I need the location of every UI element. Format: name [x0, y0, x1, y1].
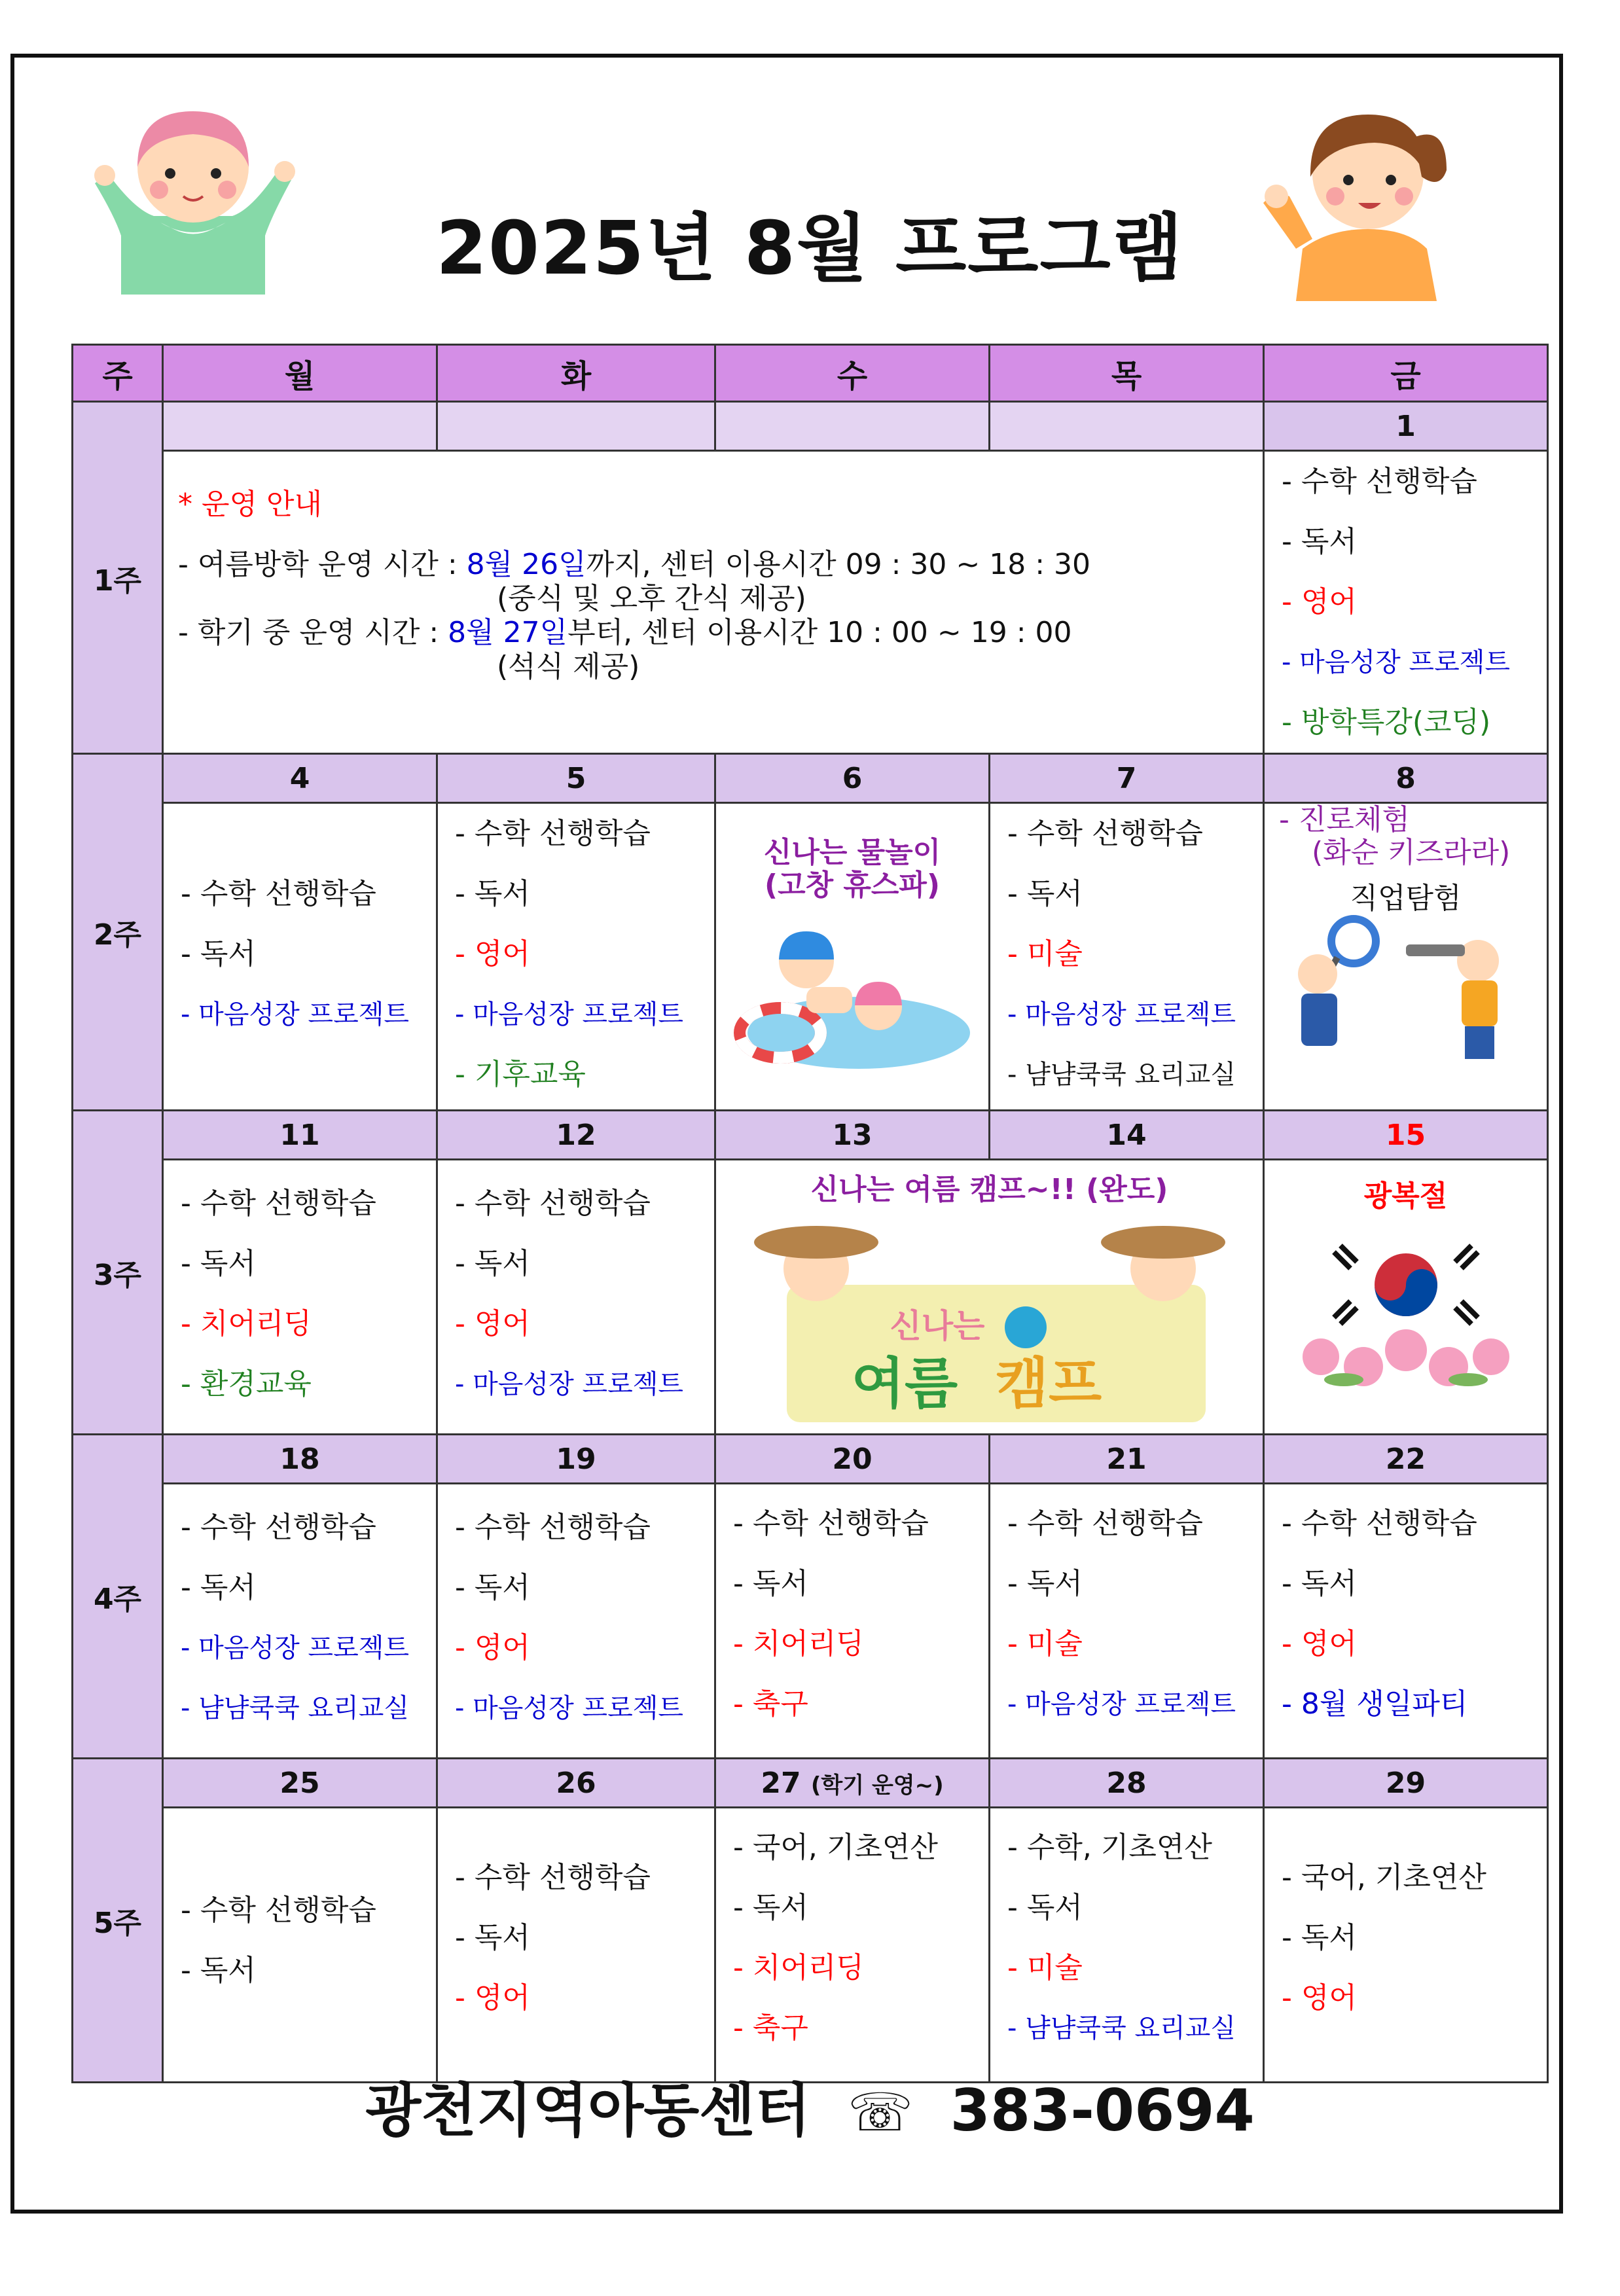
phone-icon: ☏ — [847, 2082, 913, 2143]
day-cell — [437, 1160, 715, 1435]
week-label: 4주 — [73, 1435, 163, 1759]
summer-camp-illustration — [741, 1213, 1238, 1429]
notice-text: - 여름방학 운영 시간 : — [178, 548, 467, 581]
program-item: - 수학 선행학습 — [455, 1187, 651, 1220]
program-item: - 치어리딩 — [181, 1307, 312, 1340]
date-cell: 11 — [163, 1111, 437, 1160]
program-item: - 국어, 기초연산 — [733, 1831, 938, 1864]
date-cell: 22 — [1264, 1435, 1548, 1484]
date-cell — [163, 402, 437, 451]
program-item: - 수학 선행학습 — [1007, 817, 1203, 850]
date-cell: 28 — [990, 1759, 1264, 1808]
header-mon: 월 — [163, 345, 437, 402]
program-item: - 영어 — [455, 1307, 530, 1340]
date-cell-semester-start — [715, 1759, 990, 1808]
date-cell: 29 — [1264, 1759, 1548, 1808]
date-number: 27 — [761, 1766, 801, 1800]
program-item: - 수학 선행학습 — [455, 817, 651, 850]
program-item: - 냠냠쿡쿡 요리교실 — [1007, 2013, 1236, 2043]
program-item: - 마음성장 프로젝트 — [1007, 999, 1236, 1030]
week3-date-row — [73, 1111, 1548, 1160]
event-cell-liberation-day — [1264, 1160, 1548, 1435]
program-item: - 방학특강(코딩) — [1282, 706, 1491, 739]
date-cell: 14 — [990, 1111, 1264, 1160]
week5-content-row — [73, 1808, 1548, 2083]
program-item: - 축구 — [733, 1687, 808, 1721]
program-item: - 수학 선행학습 — [181, 1893, 376, 1927]
program-item: - 영어 — [455, 937, 530, 971]
program-item: - 수학 선행학습 — [1282, 1507, 1477, 1540]
program-item: - 마음성장 프로젝트 — [181, 1633, 409, 1663]
notice-sub: (중식 및 오후 간식 제공) — [497, 582, 806, 615]
notice-text: 까지, 센터 이용시간 09 : 30 ~ 18 : 30 — [586, 548, 1091, 581]
week-label: 2주 — [73, 754, 163, 1111]
career-exploration-illustration — [1282, 915, 1530, 1072]
program-item: - 8월 생일파티 — [1282, 1687, 1468, 1721]
date-cell — [437, 402, 715, 451]
program-item: - 수학 선행학습 — [1007, 1507, 1203, 1540]
program-item: - 독서 — [1282, 1567, 1357, 1600]
program-item: - 마음성장 프로젝트 — [181, 999, 409, 1030]
day-cell — [163, 1808, 437, 2083]
event-title: - 진로체험 — [1279, 803, 1410, 836]
date-cell: 6 — [715, 754, 990, 803]
date-cell: 7 — [990, 754, 1264, 803]
program-item: - 독서 — [181, 1247, 256, 1280]
program-item: - 미술 — [1007, 1627, 1083, 1660]
table-header-row — [73, 345, 1548, 402]
monthly-schedule-table — [71, 344, 1549, 2083]
program-item: - 독서 — [1282, 1921, 1357, 1954]
program-item: - 독서 — [455, 877, 530, 910]
phone-number: 383-0694 — [950, 2077, 1255, 2144]
week-label: 1주 — [73, 402, 163, 754]
camp-image-text-a: 여름 — [851, 1352, 958, 1416]
program-item: - 국어, 기초연산 — [1282, 1861, 1486, 1894]
program-item: - 마음성장 프로젝트 — [455, 1369, 683, 1399]
day-cell — [715, 1484, 990, 1759]
day-cell — [1264, 451, 1548, 754]
program-item: - 수학 선행학습 — [181, 1511, 376, 1544]
day-cell — [437, 1808, 715, 2083]
day-cell — [715, 1808, 990, 2083]
program-item: - 독서 — [733, 1891, 808, 1924]
camp-image-text-top: 신나는 — [890, 1307, 984, 1345]
program-item: - 미술 — [1007, 1951, 1083, 1984]
program-item: - 영어 — [1282, 585, 1357, 619]
header-wed: 수 — [715, 345, 990, 402]
day-cell — [1264, 1484, 1548, 1759]
notice-line-vacation — [178, 548, 1263, 582]
date-cell: 4 — [163, 754, 437, 803]
notice-date: 8월 26일 — [466, 548, 586, 581]
notice-text: 부터, 센터 이용시간 10 : 00 ~ 19 : 00 — [567, 616, 1072, 649]
event-subtitle: (고창 휴스파) — [764, 869, 941, 902]
program-item: - 독서 — [455, 1247, 530, 1280]
date-cell: 19 — [437, 1435, 715, 1484]
day-cell — [437, 803, 715, 1111]
footer-contact — [0, 2065, 1620, 2147]
program-item: - 독서 — [455, 1571, 530, 1604]
week-label: 3주 — [73, 1111, 163, 1435]
date-cell: 20 — [715, 1435, 990, 1484]
program-item: - 수학, 기초연산 — [1007, 1831, 1212, 1864]
program-item: - 영어 — [1282, 1627, 1357, 1660]
date-cell: 5 — [437, 754, 715, 803]
program-item: - 축구 — [733, 2011, 808, 2045]
event-subtitle: (화순 키즈라라) — [1312, 836, 1511, 869]
program-item: - 독서 — [1282, 525, 1357, 558]
program-item: - 영어 — [455, 1981, 530, 2015]
center-name: 광천지역아동센터 — [365, 2077, 811, 2144]
date-cell: 26 — [437, 1759, 715, 1808]
program-item: - 수학 선행학습 — [181, 877, 376, 910]
header-thu: 목 — [990, 345, 1264, 402]
program-item: - 독서 — [733, 1567, 808, 1600]
program-item: - 냠냠쿡쿡 요리교실 — [181, 1693, 409, 1723]
week4-date-row — [73, 1435, 1548, 1484]
program-item: - 독서 — [181, 1571, 256, 1604]
day-cell — [990, 1484, 1264, 1759]
day-cell — [163, 1484, 437, 1759]
header-tue: 화 — [437, 345, 715, 402]
notice-heading: * 운영 안내 — [178, 488, 322, 521]
notice-date: 8월 27일 — [448, 616, 568, 649]
week2-date-row — [73, 754, 1548, 803]
program-item: - 미술 — [1007, 937, 1083, 971]
date-cell: 12 — [437, 1111, 715, 1160]
date-cell — [715, 402, 990, 451]
date-cell: 1 — [1264, 402, 1548, 451]
program-item: - 치어리딩 — [733, 1951, 864, 1984]
day-cell — [437, 1484, 715, 1759]
program-item: - 독서 — [181, 937, 256, 971]
program-item: - 마음성장 프로젝트 — [1282, 647, 1510, 677]
day-cell — [163, 803, 437, 1111]
date-cell — [990, 402, 1264, 451]
water-play-illustration — [728, 908, 977, 1079]
header-fri: 금 — [1264, 345, 1548, 402]
program-item: - 수학 선행학습 — [1282, 465, 1477, 498]
program-item: - 독서 — [455, 1921, 530, 1954]
program-item: - 독서 — [1007, 877, 1083, 910]
program-item: - 영어 — [455, 1631, 530, 1664]
program-item: - 영어 — [1282, 1981, 1357, 2015]
program-item: - 독서 — [181, 1954, 256, 1987]
notice-sub: (석식 제공) — [497, 650, 640, 683]
program-item: - 치어리딩 — [733, 1627, 864, 1660]
event-cell-water-play — [715, 803, 990, 1111]
week1-content-row — [73, 451, 1548, 754]
notice-line-semester — [178, 616, 1263, 650]
date-cell: 8 — [1264, 754, 1548, 803]
date-cell: 21 — [990, 1435, 1264, 1484]
date-cell: 25 — [163, 1759, 437, 1808]
week4-content-row — [73, 1484, 1548, 1759]
semester-start-note: (학기 운영~) — [810, 1772, 944, 1799]
event-cell-career — [1264, 803, 1548, 1111]
program-item: - 기후교육 — [455, 1058, 586, 1091]
week3-content-row — [73, 1160, 1548, 1435]
date-cell-holiday: 15 — [1264, 1111, 1548, 1160]
camp-image-text-b: 캠프 — [995, 1352, 1102, 1416]
korean-flag-illustration — [1282, 1219, 1530, 1390]
week-label: 5주 — [73, 1759, 163, 2083]
program-item: - 독서 — [1007, 1567, 1083, 1600]
week5-date-row — [73, 1759, 1548, 1808]
day-cell — [1264, 1808, 1548, 2083]
week1-date-row — [73, 402, 1548, 451]
notice-text: - 학기 중 운영 시간 : — [178, 616, 448, 649]
event-title: 신나는 물놀이 — [763, 836, 941, 869]
week2-content-row — [73, 803, 1548, 1111]
date-cell: 13 — [715, 1111, 990, 1160]
program-item: - 수학 선행학습 — [733, 1507, 929, 1540]
day-cell — [990, 803, 1264, 1111]
header-week: 주 — [73, 345, 163, 402]
program-item: - 독서 — [1007, 1891, 1083, 1924]
career-image-caption: 직업탐험 — [1350, 882, 1462, 915]
program-item: - 수학 선행학습 — [181, 1187, 376, 1220]
program-item: - 마음성장 프로젝트 — [455, 1693, 683, 1723]
page-title: 2025년 8월 프로그램 — [436, 206, 1184, 291]
holiday-title: 광복절 — [1363, 1179, 1448, 1213]
program-item: - 마음성장 프로젝트 — [1007, 1689, 1236, 1719]
program-item: - 마음성장 프로젝트 — [455, 999, 683, 1030]
program-item: - 환경교육 — [181, 1367, 312, 1401]
program-item: - 수학 선행학습 — [455, 1511, 651, 1544]
program-item: - 수학 선행학습 — [455, 1861, 651, 1894]
day-cell — [990, 1808, 1264, 2083]
notice-cell — [163, 451, 1264, 754]
event-cell-summer-camp — [715, 1160, 1264, 1435]
program-item: - 냠냠쿡쿡 요리교실 — [1007, 1060, 1236, 1090]
date-cell: 18 — [163, 1435, 437, 1484]
day-cell — [163, 1160, 437, 1435]
event-title: 신나는 여름 캠프~!! (완도) — [810, 1173, 1168, 1206]
